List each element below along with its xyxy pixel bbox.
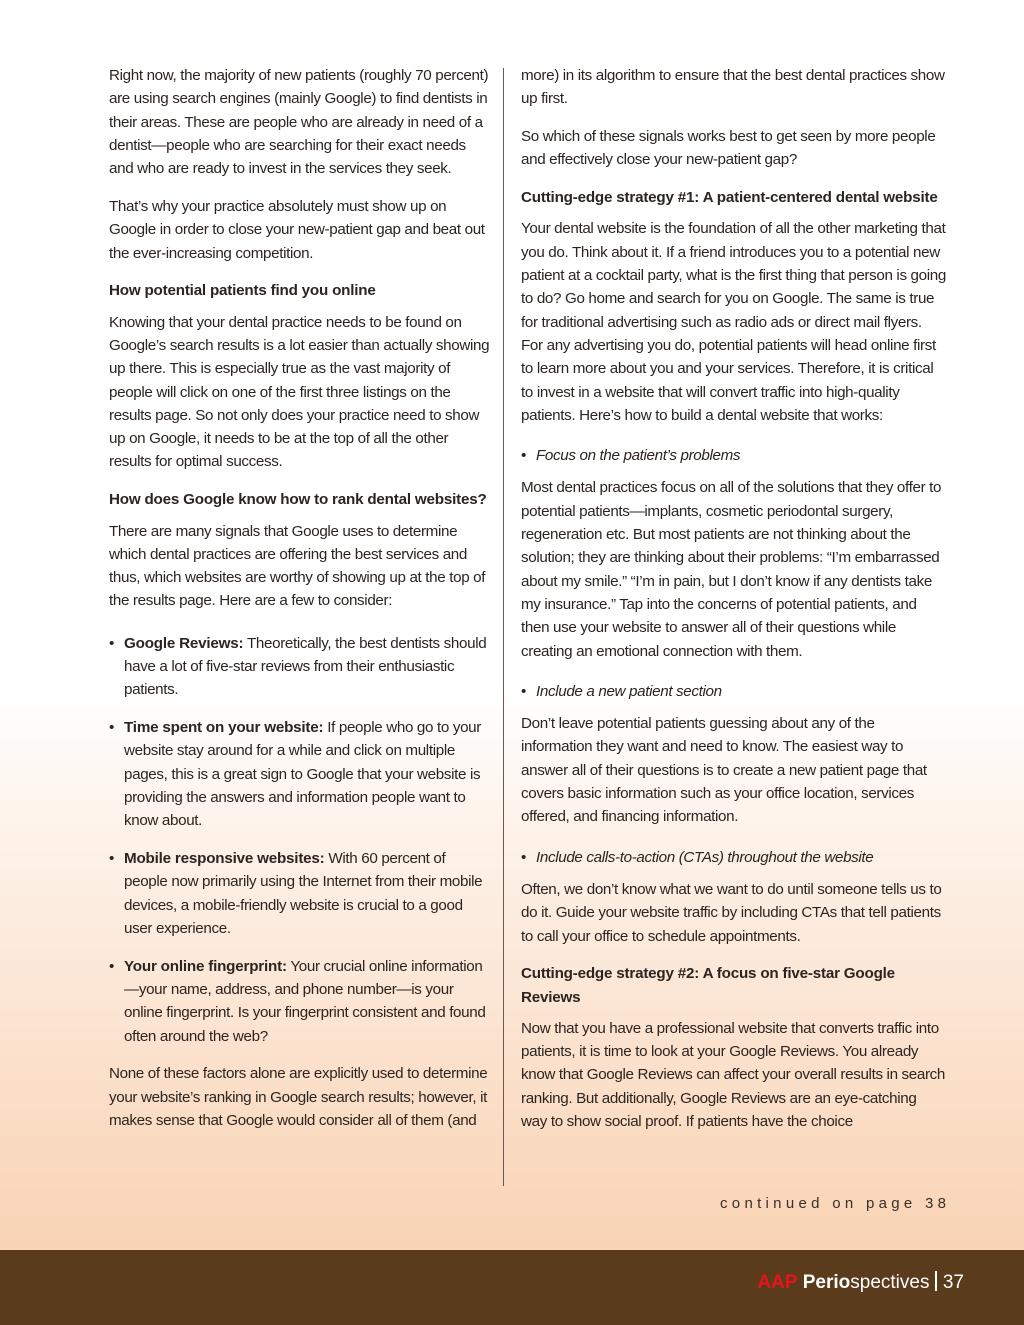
list-item-term: Mobile responsive websites: xyxy=(124,850,325,868)
bullet-icon: • xyxy=(521,682,526,700)
paragraph: There are many signals that Google uses to determine which dental practices are offering the best services and thus, which websites are worthy of showing up at the top of the results page. Here are a few to consider: xyxy=(109,522,486,610)
paragraph: Don’t leave potential patients guessing about any of the information they want and need to know. The easiest way to answer all of their questions is to create a new patient page that covers basic information such as your office location, services offered, and financing information. xyxy=(521,715,927,826)
brand-perio: Perio xyxy=(802,1272,851,1293)
paragraph: Now that you have a professional website that converts traffic into patients, it is time to look at your Google Reviews. You already know that Google Reviews can affect your overall results in search ranking. But additionally, Google Reviews are an eye-catching way to show social proof. If patients have the choice xyxy=(521,1019,946,1131)
section-heading: How does Google know how to rank dental websites? xyxy=(109,491,487,509)
list-item-term: Google Reviews: xyxy=(124,634,244,652)
list-item xyxy=(109,716,491,832)
left-column xyxy=(109,64,491,1147)
sub-bullet xyxy=(521,444,946,467)
sub-bullet-text: Include a new patient section xyxy=(536,682,722,700)
brand-rest: spectives xyxy=(850,1272,930,1293)
list-item-text: Theoretically, the best dentists should have a lot of five-star reviews from their enthusiastic patients. xyxy=(124,634,487,699)
bullet-icon: • xyxy=(109,957,114,975)
section-heading: How potential patients find you online xyxy=(109,282,376,300)
bullet-icon: • xyxy=(521,447,526,465)
bullet-icon: • xyxy=(521,848,526,866)
sub-bullet-text: Focus on the patient’s problems xyxy=(536,447,741,465)
paragraph: Your dental website is the foundation of all the other marketing that you do. Think about it. If a friend introduces you to a potential new patient at a cocktail party, what is the first thing that person is going to do? Go home and search for you on Google. The same is true for traditional advertising such as radio ads or direct mail flyers. For any advertising you do, potential patients will head online first to learn more about you and your services. Therefore, it is critical to invest in a website that will convert traffic into high-quality patients. Here’s how to build a dental website that works: xyxy=(521,220,946,424)
publication-brand xyxy=(757,1271,964,1294)
paragraph: So which of these signals works best to get seen by more people and effectively close your new-patient gap? xyxy=(521,128,936,169)
sub-bullet xyxy=(521,846,946,869)
paragraph: more) in its algorithm to ensure that the best dental practices show up first. xyxy=(521,67,945,108)
column-divider xyxy=(503,68,504,1186)
bullet-icon: • xyxy=(109,850,114,868)
paragraph: Often, we don’t know what we want to do until someone tells us to do it. Guide your website traffic by including CTAs that tell patients to call your office to schedule appointments. xyxy=(521,880,942,945)
page-footer xyxy=(0,1250,1024,1325)
list-item-text: With 60 percent of people now primarily using the Internet from their mobile devices, a mobile-friendly website is crucial to a good user experience. xyxy=(124,850,483,937)
paragraph: Right now, the majority of new patients (roughly 70 percent) are using search engines (mainly Google) to find dentists in their areas. These are people who are already in need of a dentist—people who are searching for their exact needs and who are ready to invest in the services they seek. xyxy=(109,67,489,178)
list-item-term: Time spent on your website: xyxy=(124,719,324,737)
paragraph: Knowing that your dental practice needs to be found on Google’s search results is a lot easier than actually showing up there. This is especially true as the vast majority of people will click on one of the first three listings on the results page. So not only does your practice need to show up on Google, it needs to be at the top of all the other results for optimal success. xyxy=(109,313,490,471)
section-heading: Cutting-edge strategy #1: A patient-centered dental website xyxy=(521,189,938,207)
list-item-text: If people who go to your website stay around for a while and click on multiple pages, this is a great sign to Google that your website is providing the answers and information people want to know about. xyxy=(124,719,481,830)
signals-list xyxy=(109,632,491,1048)
list-item-text: Your crucial online information—your name, address, and phone number—is your online fingerprint. Is your fingerprint consistent and found often around the web? xyxy=(124,957,486,1045)
list-item-term: Your online fingerprint: xyxy=(124,957,287,975)
sub-bullet xyxy=(521,680,946,703)
list-item xyxy=(109,632,491,702)
list-item xyxy=(109,847,491,940)
continued-note: continued on page 38 xyxy=(720,1195,951,1212)
page-number: 37 xyxy=(942,1272,964,1293)
list-item xyxy=(109,955,491,1048)
paragraph: Most dental practices focus on all of the solutions that they offer to potential patients—implants, cosmetic periodontal surgery, regeneration etc. But most patients are not thinking about the solution; they are thinking about their problems: “I’m embarrassed about my smile.” “I’m in pain, but I don’t know if any dentists take my insurance.” Tap into the concerns of potential patients, and then use your website to answer all of their questions while creating an emotional connection with them. xyxy=(521,479,942,660)
paragraph: None of these factors alone are explicitly used to determine your website’s ranking in Google search results; however, it makes sense that Google would consider all of them (and xyxy=(109,1065,488,1130)
right-column xyxy=(521,64,946,1148)
brand-aap: AAP xyxy=(757,1272,798,1293)
section-heading: Cutting-edge strategy #2: A focus on five-star Google Reviews xyxy=(521,965,895,1006)
paragraph: That’s why your practice absolutely must show up on Google in order to close your new-patient gap and beat out the ever-increasing competition. xyxy=(109,197,485,262)
bullet-icon: • xyxy=(109,719,114,737)
sub-bullet-text: Include calls-to-action (CTAs) throughout the website xyxy=(536,848,874,866)
footer-separator xyxy=(935,1271,936,1291)
bullet-icon: • xyxy=(109,634,114,652)
